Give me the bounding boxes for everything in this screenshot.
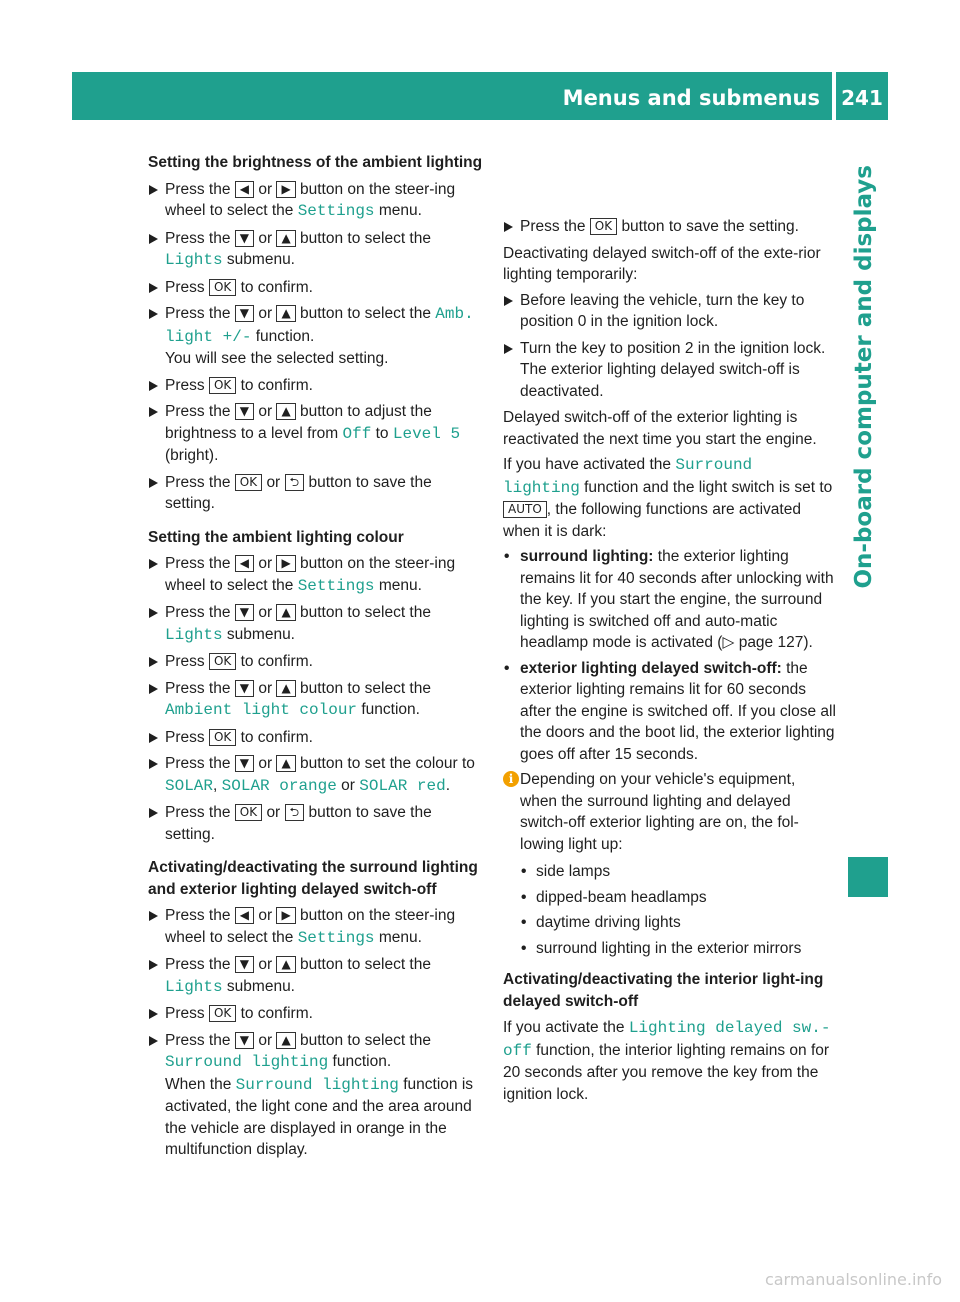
- down-arrow-icon: ▼: [235, 1032, 254, 1049]
- left-arrow-icon: ◀: [235, 181, 254, 198]
- ok-button-icon: OK: [590, 218, 617, 235]
- up-arrow-icon: ▲: [276, 230, 295, 247]
- up-arrow-icon: ▲: [276, 403, 295, 420]
- paragraph: If you activate the Lighting delayed sw.-off function, the interior lighting remains on for 20 seconds after you remove the key from the ignition lock.: [503, 1019, 831, 1103]
- down-arrow-icon: ▼: [235, 403, 254, 420]
- chapter-tab: [844, 165, 884, 745]
- step: Press the ◀ or ▶ button on the steer-ing wheel to select the Settings menu.: [148, 553, 483, 597]
- section-title: Menus and submenus: [562, 86, 820, 110]
- step: Before leaving the vehicle, turn the key to position 0 in the ignition lock.: [503, 290, 836, 333]
- ok-button-icon: OK: [235, 474, 262, 491]
- up-arrow-icon: ▲: [276, 1032, 295, 1049]
- heading-surround: Activating/deactivating the surround lighting and exterior lighting delayed switch-off: [148, 859, 478, 898]
- right-column: [503, 216, 836, 1109]
- list-item: • dipped-beam headlamps: [503, 887, 836, 909]
- step: Press OK to confirm.: [148, 727, 483, 749]
- step: Press the ▼ or ▲ button to select the Lights submenu.: [148, 228, 483, 272]
- left-arrow-icon: ◀: [235, 907, 254, 924]
- watermark: carmanualsonline.info: [764, 1270, 942, 1289]
- paragraph: If you have activated the Surround lighting function and the light switch is set to AUTO , the following functions are activated when it is dark:: [503, 456, 833, 540]
- step: Press the ▼ or ▲ button to set the colour to SOLAR, SOLAR orange or SOLAR red.: [148, 753, 483, 797]
- info-icon: i: [503, 771, 519, 787]
- chapter-label: On-board computer and displays: [851, 165, 877, 589]
- info-note: i Depending on your vehicle's equipment, when the surround lighting and delayed switch-off exterior lighting are on, the fol-lowing light up:: [503, 769, 836, 855]
- step: Press OK to confirm.: [148, 375, 483, 397]
- step: Press OK to confirm.: [148, 651, 483, 673]
- down-arrow-icon: ▼: [235, 305, 254, 322]
- back-button-icon: ⮌: [285, 474, 305, 491]
- step: Press the ▼ or ▲ button to select the Lights submenu.: [148, 602, 483, 646]
- step: Press the ▼ or ▲ button to select the Lights submenu.: [148, 954, 483, 998]
- step: Press the ◀ or ▶ button on the steer-ing wheel to select the Settings menu.: [148, 179, 483, 223]
- left-arrow-icon: ◀: [235, 555, 254, 572]
- right-arrow-icon: ▶: [276, 181, 295, 198]
- step: Turn the key to position 2 in the ignition lock. The exterior lighting delayed switch-off is deactivated.: [503, 338, 836, 403]
- down-arrow-icon: ▼: [235, 230, 254, 247]
- list-item: • side lamps: [503, 861, 836, 883]
- list-item: • surround lighting in the exterior mirrors: [503, 938, 836, 960]
- step: Press the ▼ or ▲ button to select the Surround lighting function. When the Surround lighting function is activated, the light cone and the area around the vehicle are displayed in orange in the multifunction display.: [148, 1030, 483, 1161]
- up-arrow-icon: ▲: [276, 956, 295, 973]
- step: Press OK to confirm.: [148, 277, 483, 299]
- up-arrow-icon: ▲: [276, 680, 295, 697]
- page-number: 241: [836, 72, 888, 120]
- up-arrow-icon: ▲: [276, 755, 295, 772]
- heading-brightness: Setting the brightness of the ambient lighting: [148, 154, 483, 171]
- step: Press the ▼ or ▲ button to adjust the brightness to a level from Off to Level 5 (bright).: [148, 401, 483, 467]
- step: Press the ▼ or ▲ button to select the Amb. light +/- function. You will see the selected setting.: [148, 303, 483, 370]
- down-arrow-icon: ▼: [235, 755, 254, 772]
- step: Press OK to confirm.: [148, 1003, 483, 1025]
- up-arrow-icon: ▲: [276, 604, 295, 621]
- ok-button-icon: OK: [209, 1005, 236, 1022]
- ok-button-icon: OK: [209, 377, 236, 394]
- right-arrow-icon: ▶: [276, 555, 295, 572]
- down-arrow-icon: ▼: [235, 680, 254, 697]
- down-arrow-icon: ▼: [235, 956, 254, 973]
- step: Press the OK button to save the setting.: [503, 216, 836, 238]
- ok-button-icon: OK: [235, 804, 262, 821]
- ok-button-icon: OK: [209, 279, 236, 296]
- down-arrow-icon: ▼: [235, 604, 254, 621]
- ok-button-icon: OK: [209, 653, 236, 670]
- auto-icon: AUTO: [503, 501, 547, 518]
- up-arrow-icon: ▲: [276, 305, 295, 322]
- list-item: • surround lighting: the exterior lighting remains lit for 40 seconds after unlocking with the key. If you start the engine, the surround lighting is switched off and auto-matic headlamp mode is activated (▷ page 127).: [503, 546, 836, 654]
- right-arrow-icon: ▶: [276, 907, 295, 924]
- chapter-marker: [848, 857, 888, 897]
- paragraph: Deactivating delayed switch-off of the exte-rior lighting temporarily:: [503, 244, 821, 283]
- step: Press the ◀ or ▶ button on the steer-ing wheel to select the Settings menu.: [148, 905, 483, 949]
- ok-button-icon: OK: [209, 729, 236, 746]
- header-bar: [72, 72, 832, 120]
- step: Press the OK or ⮌ button to save the setting.: [148, 802, 483, 845]
- heading-colour: Setting the ambient lighting colour: [148, 528, 404, 546]
- paragraph: Delayed switch-off of the exterior lighting is reactivated the next time you start the engine.: [503, 409, 817, 448]
- heading-interior: Activating/deactivating the interior light-ing delayed switch-off: [503, 971, 824, 1010]
- step: Press the ▼ or ▲ button to select the Ambient light colour function.: [148, 678, 483, 722]
- list-item: • exterior lighting delayed switch-off: the exterior lighting remains lit for 60 seconds after the engine is switched off. If you close all the doors and the boot lid, the exterior lighting goes off after 15 seconds.: [503, 658, 836, 766]
- list-item: • daytime driving lights: [503, 912, 836, 934]
- step: Press the OK or ⮌ button to save the setting.: [148, 472, 483, 515]
- left-column: [148, 152, 483, 1166]
- back-button-icon: ⮌: [285, 804, 305, 821]
